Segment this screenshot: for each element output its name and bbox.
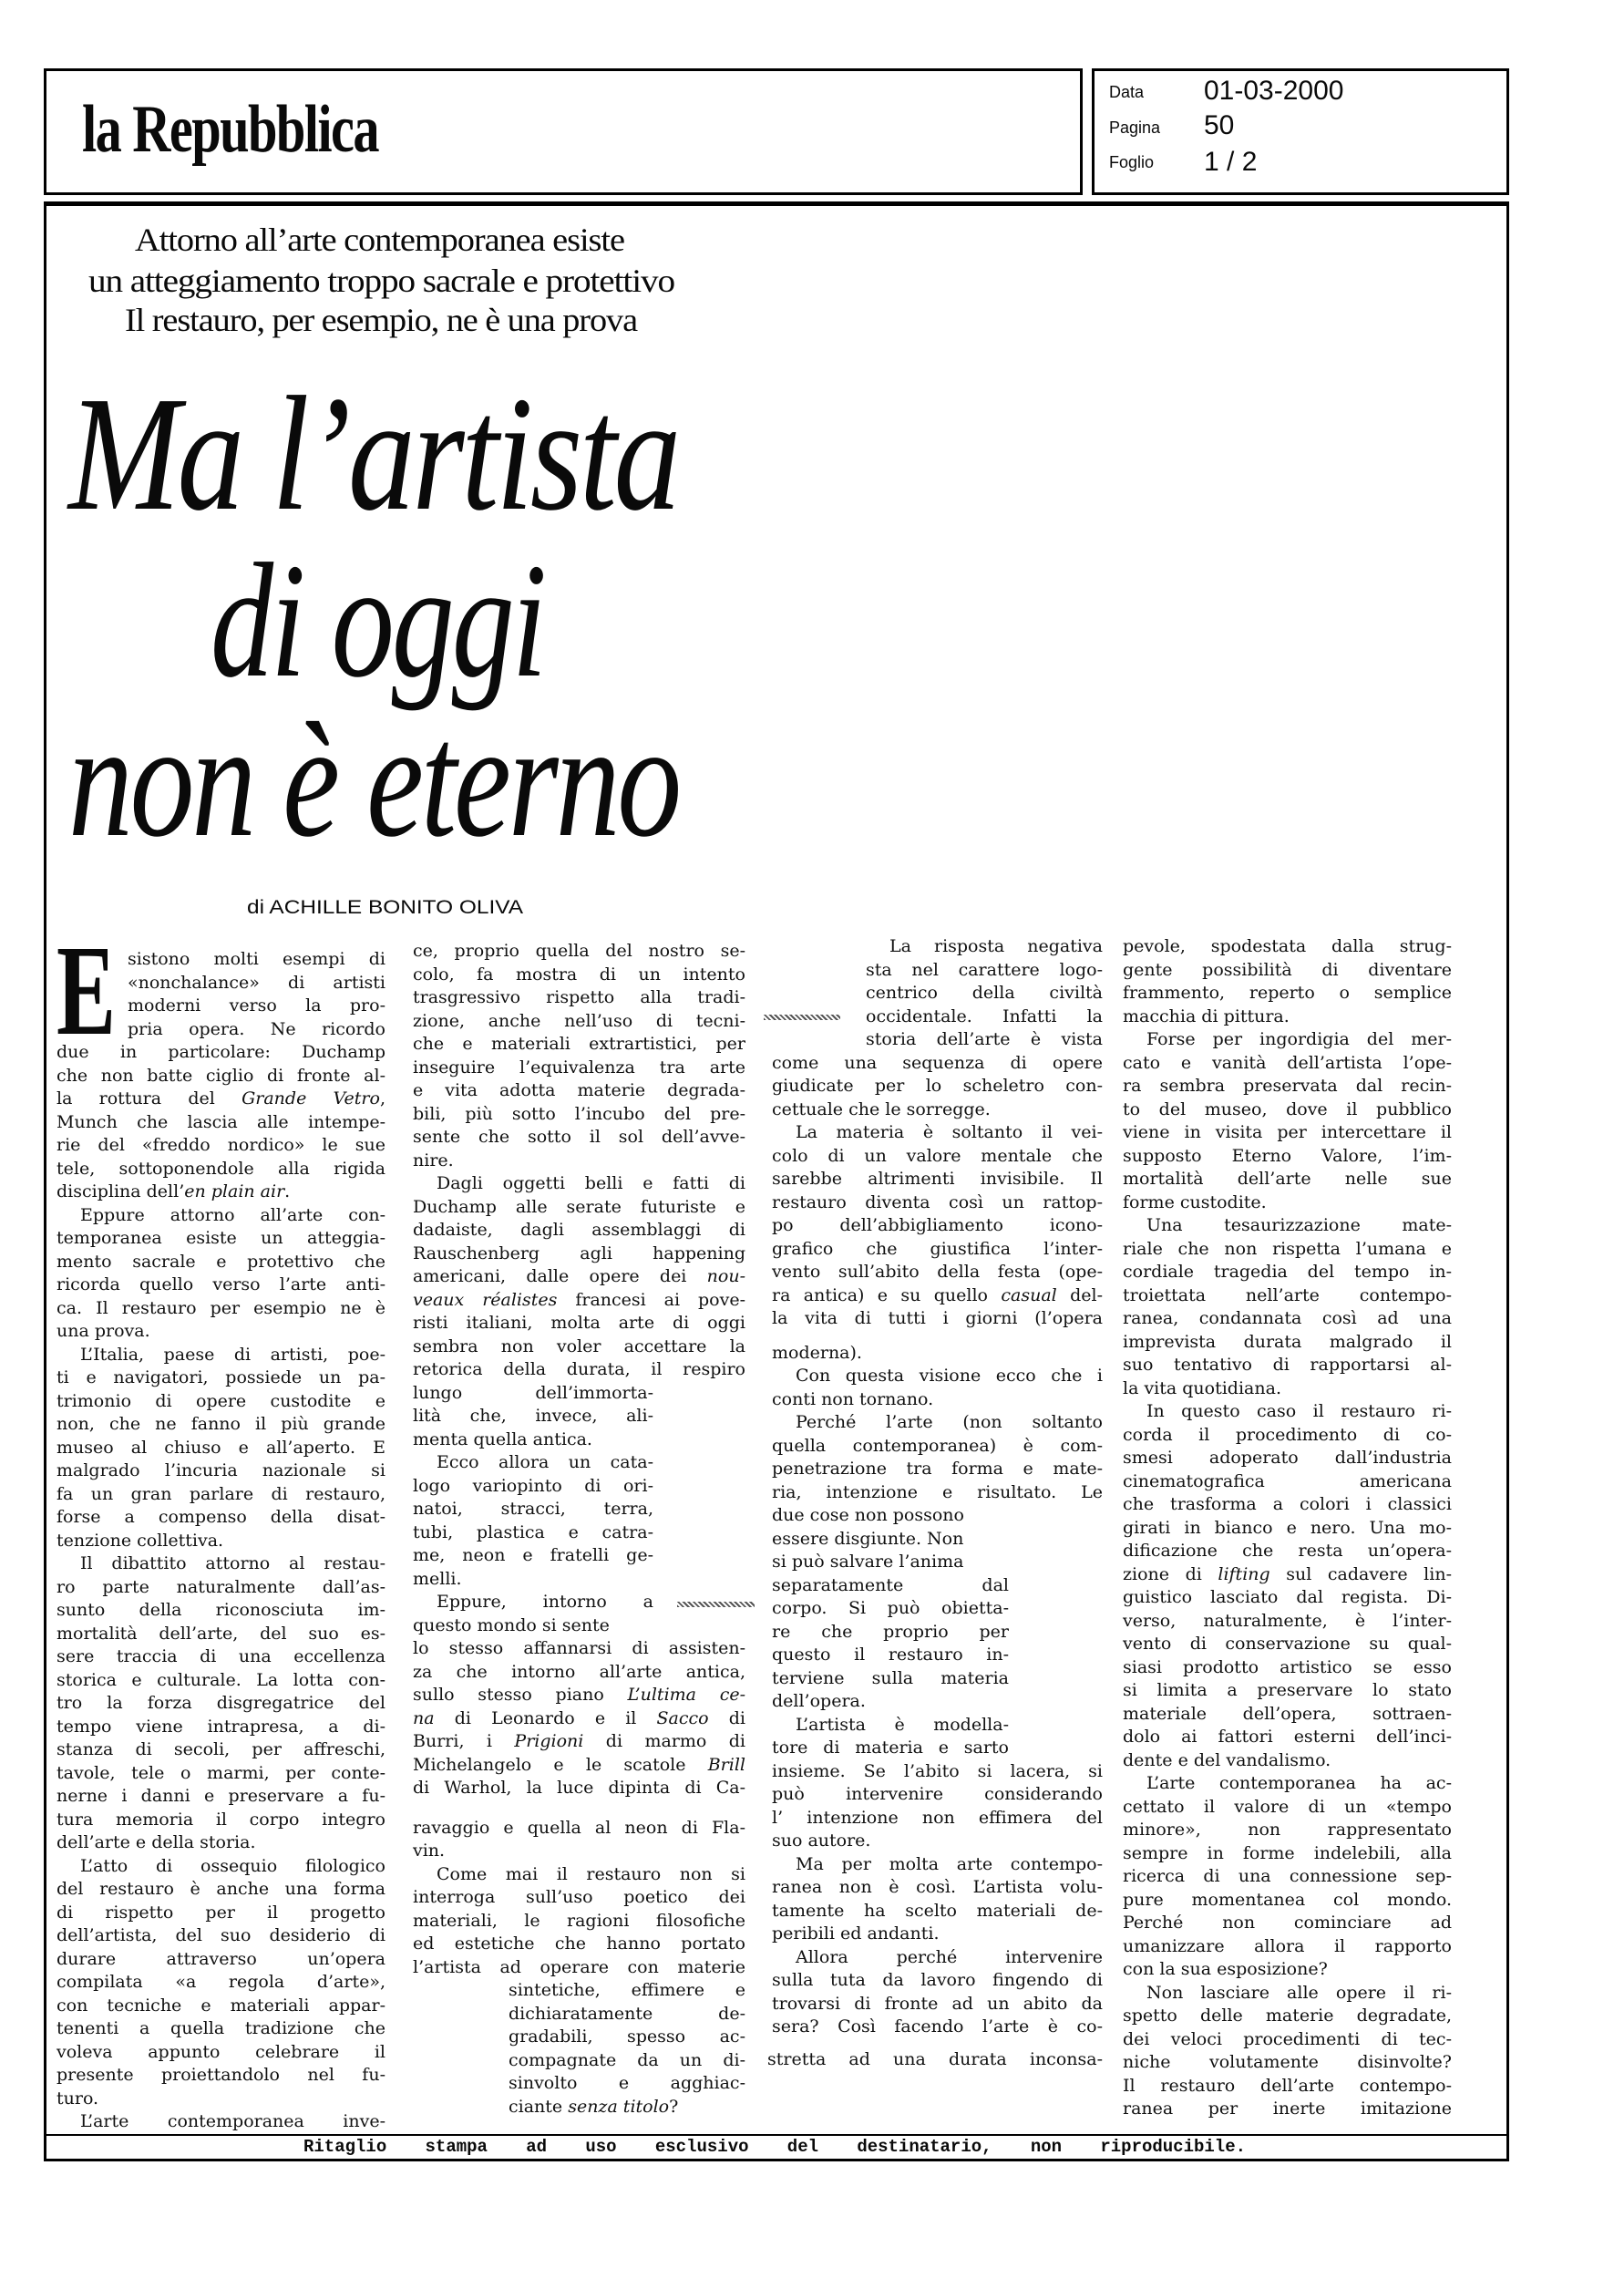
text-line: non, che ne fanno il più grande — [57, 1414, 385, 1434]
text-line: tamente ha scelto materiali de- — [772, 1900, 1103, 1921]
text-line: ti e navigatori, possiede un pa- — [57, 1367, 385, 1387]
text-line: na di Leonardo e il Sacco di — [413, 1707, 746, 1728]
text-line: lo stesso affannarsi di assisten- — [413, 1638, 745, 1658]
text-line: rie del «freddo nordico» le sue — [57, 1135, 385, 1155]
text-line: sembra non voler accettare la — [413, 1335, 745, 1356]
text-line: mortalità dell’arte, del suo es- — [57, 1623, 385, 1644]
text-line: l’artista ad operare con materie — [413, 1956, 745, 1977]
text-line: terviene sulla materia — [772, 1667, 1009, 1688]
text-line: tenzione collettiva. — [57, 1530, 224, 1551]
text-line: Una tesaurizzazione mate- — [1146, 1215, 1452, 1235]
text-line: lità che, invece, ali- — [413, 1406, 653, 1426]
text-line: l’ intenzione non effimera del — [772, 1807, 1103, 1828]
text-line: dell’arte e della storia. — [57, 1832, 256, 1852]
text-line: suo autore. — [772, 1830, 871, 1851]
text-line: che trasforma a colori i classici — [1123, 1494, 1452, 1514]
text-line: riale che non rispetta l’umana e — [1123, 1238, 1452, 1259]
text-line: la vita di tutti i giorni (l’opera — [772, 1308, 1103, 1328]
text-line: La materia è soltanto il vei- — [796, 1122, 1103, 1142]
text-line: Ma per molta arte contempo- — [796, 1853, 1103, 1874]
text-line: minore», non rappresentato — [1123, 1820, 1452, 1840]
text-line: malgrado l’incuria nazionale si — [57, 1460, 385, 1480]
text-line: Rauschenberg agli happening — [413, 1243, 745, 1263]
newspaper-logo: la Repubblica — [82, 92, 378, 167]
text-line: tele, sottoponendole alla rigida — [57, 1158, 385, 1179]
text-line: trimonio di opere custodite e — [57, 1390, 385, 1411]
text-line: cettuale che le sorregge. — [772, 1098, 991, 1119]
text-line: ricorda quello verso l’arte anti- — [57, 1274, 385, 1294]
text-line: re che proprio per — [772, 1621, 1009, 1642]
text-line: mortalità dell’arte nelle sue — [1123, 1169, 1452, 1189]
text-line: disciplina dell’en plain air. — [57, 1181, 291, 1201]
text-line: penetrazione tra forma e mate- — [772, 1459, 1103, 1479]
italic-text: Grande Vetro — [242, 1088, 380, 1109]
text-line: L’artista è modella- — [796, 1714, 1009, 1735]
text-line: ranea, condannata così ad una — [1123, 1308, 1452, 1328]
text-line: lungo dell’immorta- — [413, 1382, 653, 1403]
sheet-value: 1 / 2 — [1204, 147, 1258, 177]
text-line: turo. — [57, 2088, 99, 2109]
text-line: che e materiali extrartistici, per — [413, 1034, 745, 1054]
text-line: quella contemporanea) è com- — [772, 1435, 1103, 1456]
page-value: 50 — [1204, 110, 1235, 140]
text-line: umanizzare allora il rapporto — [1123, 1935, 1452, 1956]
text-line: forse a compenso della disat- — [57, 1507, 385, 1527]
text-line: Con questa visione ecco che i — [796, 1366, 1103, 1386]
text-line: pevole, spodestata dalla strug- — [1123, 936, 1452, 956]
text-line: sullo stesso piano L’ultima ce- — [413, 1685, 745, 1705]
text-line: ed estetiche che hanno portato — [413, 1934, 745, 1954]
text-line: menta quella antica. — [413, 1428, 592, 1449]
ornament-rule — [677, 1602, 755, 1607]
text-line: natoi, stracci, terra, — [413, 1499, 653, 1519]
text-line: e vita adotta materie degrada- — [413, 1080, 745, 1100]
text-line: L’atto di ossequio filologico — [80, 1855, 385, 1876]
text-line: pure momentanea col mondo. — [1123, 1889, 1452, 1910]
text-line: gente possibilità di diventare — [1123, 959, 1452, 980]
text-line: me, neon e fratelli ge- — [413, 1545, 653, 1565]
text-line: sempre in forme indelebili, alla — [1123, 1842, 1452, 1863]
text-line: Forse per ingordigia del mer- — [1146, 1029, 1452, 1049]
text-line: sere traccia di una eccellenza — [57, 1646, 385, 1666]
text-line: «nonchalance» di artisti — [128, 972, 385, 993]
text-line: cettato il valore di un «tempo — [1123, 1796, 1452, 1817]
text-line: peribili ed andanti. — [772, 1923, 940, 1944]
footer-notice: Ritaglio stampa ad uso esclusivo del destinatario, non riproducibile. — [303, 2137, 1246, 2157]
text-line: za che intorno all’arte antica, — [413, 1661, 745, 1682]
text-line: giudicate per lo scheletro con- — [772, 1076, 1103, 1096]
italic-text: lifting — [1218, 1563, 1270, 1584]
text-line: colo, fa mostra di un intento — [413, 964, 745, 985]
text-line: melli. — [413, 1568, 462, 1589]
italic-text: Prigioni — [514, 1731, 584, 1751]
text-line: restauro diventa così un rattop- — [772, 1191, 1103, 1212]
text-line: presente proiettandolo nel fu- — [57, 2065, 385, 2085]
text-line: forme custodite. — [1123, 1191, 1267, 1212]
date-label: Data — [1109, 83, 1145, 101]
text-line: vin. — [413, 1841, 446, 1861]
text-line: ce, proprio quella del nostro se- — [413, 941, 745, 961]
text-line: imprevista durata malgrado il — [1123, 1331, 1452, 1352]
italic-text: nou- — [706, 1266, 745, 1286]
text-line: colo di un valore mentale che — [772, 1145, 1103, 1166]
text-line: In questo caso il restauro ri- — [1146, 1401, 1452, 1421]
text-line: zione di lifting sul cadavere lin- — [1123, 1563, 1452, 1584]
text-line: tura memoria il corpo integro — [57, 1809, 385, 1830]
headline-line: di oggi — [211, 530, 544, 711]
text-line: ria, intenzione e risultato. Le — [772, 1481, 1103, 1502]
text-line: tenenti a quella tradizione che — [57, 2018, 385, 2038]
text-line: dolo ai fattori esterni dell’inci- — [1123, 1727, 1452, 1747]
text-line: verso, naturalmente, è l’inter- — [1123, 1610, 1452, 1631]
text-line: interroga sull’uso poetico dei — [413, 1887, 745, 1907]
text-line: macchia di pittura. — [1123, 1005, 1290, 1026]
text-line: ricerca di una connessione sep- — [1123, 1866, 1452, 1886]
text-line: risti italiani, molta arte di oggi — [413, 1313, 745, 1333]
text-line: niche volutamente disinvolte? — [1123, 2052, 1452, 2072]
italic-text: Sacco — [656, 1707, 709, 1728]
deck-line: Il restauro, per esempio, ne è una prova — [125, 302, 637, 338]
text-line: zione, anche nell’uso di tecni- — [413, 1010, 745, 1031]
text-line: Michelangelo e le scatole Brill — [413, 1754, 745, 1775]
page-label: Pagina — [1109, 119, 1161, 137]
text-line: sunto della riconosciuta im- — [57, 1600, 385, 1620]
text-line: sulla tuta da lavoro fingendo di — [772, 1970, 1103, 1990]
text-line: Perché non cominciare ad — [1123, 1913, 1452, 1933]
text-line: centrico della civiltà — [866, 983, 1103, 1003]
text-line: si limita a preservare lo stato — [1123, 1680, 1452, 1700]
text-line: to del museo, dove il pubblico — [1123, 1098, 1452, 1119]
text-line: Perché l’arte (non soltanto — [796, 1412, 1103, 1432]
text-line: nire. — [413, 1150, 454, 1170]
text-line: vento di conservazione su qual- — [1123, 1634, 1452, 1654]
italic-text: casual — [1001, 1284, 1057, 1305]
text-line: viene in visita per intercettare il — [1123, 1122, 1452, 1142]
text-line: sarebbe altrimenti invisibile. Il — [772, 1169, 1103, 1189]
text-line: storia dell’arte è vista — [866, 1029, 1103, 1049]
italic-text: Brill — [707, 1754, 745, 1775]
text-line: del restauro è anche una forma — [57, 1879, 385, 1899]
italic-text: L’ultima ce- — [627, 1685, 745, 1705]
text-line: tro la forza disgregatrice del — [57, 1693, 385, 1713]
text-line: corpo. Si può obietta- — [772, 1598, 1009, 1618]
text-line: dei veloci procedimenti di tec- — [1123, 2028, 1452, 2049]
text-line: smesi adoperato dall’industria — [1123, 1448, 1452, 1468]
text-line: materiali, le ragioni filosofiche — [413, 1910, 745, 1931]
text-line: nerne i danni e preservare a fu- — [57, 1786, 385, 1806]
text-line: retorica della durata, il respiro — [413, 1359, 745, 1379]
text-line: questo mondo si sente — [413, 1614, 610, 1635]
italic-text: en plain air — [184, 1181, 285, 1201]
footer-rule — [44, 2134, 1509, 2136]
text-line: vento sull’abito della festa (ope- — [772, 1262, 1103, 1282]
text-line: ra antica) e su quello casual del- — [772, 1284, 1104, 1305]
headline-line: non è eterno — [68, 689, 679, 871]
text-line: guistico lasciato dal regista. Di- — [1123, 1587, 1452, 1607]
deck-line: un atteggiamento troppo sacrale e protettivo — [88, 263, 674, 299]
text-line: ranea non è così. L’artista volu- — [772, 1877, 1103, 1897]
text-line: la vita quotidiana. — [1123, 1377, 1281, 1398]
text-line: tore di materia e sarto — [772, 1738, 1009, 1758]
text-line: moderna). — [772, 1342, 862, 1363]
text-line: sente che sotto il sol dell’avve- — [413, 1127, 745, 1147]
text-line: sta nel carattere logo- — [866, 959, 1103, 980]
text-line: durare attraverso un’opera — [57, 1948, 385, 1969]
text-line: spetto delle materie degradate, — [1123, 2006, 1452, 2026]
text-line: po dell’abbigliamento icono- — [772, 1215, 1103, 1235]
text-line: cinematografica americana — [1123, 1470, 1452, 1491]
headline-line: Ma l’artista — [68, 363, 678, 544]
text-line: di rispetto per il progetto — [57, 1902, 385, 1923]
text-line: insieme. Se l’abito si lacera, si — [772, 1760, 1103, 1781]
text-line: sistono molti esempi di — [128, 949, 385, 969]
text-line: inseguire l’equivalenza tra arte — [413, 1057, 745, 1078]
text-line: due in particolare: Duchamp — [57, 1042, 385, 1062]
text-line: americani, dalle opere dei nou- — [413, 1266, 745, 1286]
text-line: frammento, reperto o semplice — [1123, 983, 1452, 1003]
text-line: Dagli oggetti belli e fatti di — [437, 1173, 745, 1193]
text-line: come una sequenza di opere — [772, 1052, 1103, 1073]
text-line: stretta ad una durata inconsa- — [767, 2048, 1103, 2069]
text-line: dadaiste, dagli assemblaggi di — [413, 1220, 745, 1240]
italic-text: senza titolo — [568, 2096, 670, 2117]
text-line: corda il procedimento di co- — [1123, 1424, 1452, 1445]
text-line: gradabili, spesso ac- — [509, 2026, 745, 2047]
deck-line: Attorno all’arte contemporanea esiste — [135, 222, 624, 258]
text-line: Burri, i Prigioni di marmo di — [413, 1731, 746, 1751]
text-line: temporanea esiste un atteggia- — [57, 1228, 385, 1248]
text-line: storica e culturale. La lotta con- — [57, 1669, 385, 1690]
text-line: di Warhol, la luce dipinta di Ca- — [413, 1778, 745, 1798]
text-line: L’Italia, paese di artisti, poe- — [80, 1344, 385, 1365]
text-line: troiettata nell’arte contempo- — [1123, 1284, 1452, 1305]
text-line: girati in bianco e nero. Una mo- — [1123, 1517, 1452, 1538]
text-line: questo il restauro in- — [772, 1645, 1009, 1665]
text-line: la rottura del Grande Vetro, — [57, 1088, 385, 1109]
text-line: con la sua esposizione? — [1123, 1959, 1328, 1979]
text-line: con tecniche e materiali appar- — [57, 1995, 385, 2016]
text-line: che non batte ciglio di fronte al- — [57, 1065, 385, 1086]
text-line: due cose non possono — [772, 1505, 964, 1525]
text-line: Ecco allora un cata- — [437, 1452, 653, 1472]
text-line: veaux réalistes francesi ai pove- — [413, 1289, 745, 1310]
text-line: suo tentativo di rapportarsi al- — [1123, 1355, 1452, 1375]
italic-text: veaux réalistes — [413, 1289, 558, 1310]
text-line: trasgressivo rispetto alla tradi- — [413, 987, 745, 1007]
text-line: L’arte contemporanea ha ac- — [1146, 1773, 1452, 1793]
text-line: occidentale. Infatti la — [866, 1005, 1103, 1026]
text-line: separatamente dal — [772, 1574, 1009, 1595]
italic-text: na — [413, 1707, 435, 1728]
text-line: fa un gran parlare di restauro, — [57, 1483, 385, 1504]
text-line: moderni verso la pro- — [128, 995, 385, 1016]
text-line: si può salvare l’anima — [772, 1552, 964, 1572]
text-line: logo variopinto di ori- — [413, 1475, 653, 1496]
text-line: supposto Eterno Valore, l’im- — [1123, 1145, 1452, 1166]
text-line: L’arte contemporanea inve- — [80, 2111, 385, 2131]
text-line: Allora perché intervenire — [796, 1946, 1103, 1967]
text-line: pria opera. Ne ricordo — [128, 1018, 385, 1039]
text-line: materiale dell’opera, sottraen- — [1123, 1703, 1452, 1724]
text-line: dente e del vandalismo. — [1123, 1749, 1331, 1770]
text-line: mento sacrale e protettivo che — [57, 1251, 385, 1272]
text-line: Eppure attorno all’arte con- — [80, 1204, 385, 1225]
text-line: Duchamp alle serate futuriste e — [413, 1196, 745, 1217]
text-line: Il restauro dell’arte contempo- — [1123, 2075, 1452, 2096]
text-line: dell’opera. — [772, 1691, 866, 1711]
text-line: ca. Il restauro per esempio ne è — [57, 1297, 385, 1318]
text-line: sinvolto e agghiac- — [509, 2073, 745, 2093]
text-line: ranea per inerte imitazione — [1123, 2099, 1452, 2119]
text-line: può intervenire considerando — [772, 1784, 1103, 1804]
text-line: voleva appunto celebrare il — [57, 2041, 385, 2062]
text-line: grafico che giustifica l’inter- — [772, 1238, 1103, 1259]
text-line: Il dibattito attorno al restau- — [80, 1553, 385, 1573]
text-line: bili, più sotto l’incubo del pre- — [413, 1103, 745, 1124]
text-line: Munch che lascia alle intempe- — [57, 1111, 385, 1132]
text-line: museo al chiuso e all’aperto. E — [57, 1437, 385, 1458]
text-line: ra sembra preservata dal recin- — [1123, 1076, 1452, 1096]
text-line: La risposta negativa — [889, 936, 1103, 956]
text-line: dificazione che resta un’opera- — [1123, 1541, 1452, 1561]
byline: di ACHILLE BONITO OLIVA — [247, 897, 523, 918]
text-line: cordiale tragedia del tempo in- — [1123, 1262, 1452, 1282]
text-line: tempo viene intrapresa, a di- — [57, 1716, 385, 1737]
text-line: ro parte naturalmente dall’as- — [57, 1576, 385, 1597]
text-line: cato e vanità dell’artista l’ope- — [1123, 1052, 1452, 1073]
text-line: dichiaratamente de- — [509, 2003, 745, 2024]
sheet-label: Foglio — [1109, 153, 1155, 171]
drop-cap: E — [57, 918, 116, 1062]
text-line: Non lasciare alle opere il ri- — [1146, 1982, 1452, 2003]
text-line: dell’artista, del suo desiderio di — [57, 1925, 385, 1945]
text-line: siasi prodotto artistico se esso — [1123, 1656, 1452, 1677]
ornament-rule — [764, 1015, 840, 1020]
text-line: tavole, tele o marmi, per conte- — [57, 1762, 385, 1783]
text-line: sera? Così facendo l’arte è co- — [772, 2016, 1103, 2037]
text-line: essere disgiunte. Non — [772, 1528, 964, 1549]
text-line: tubi, plastica e catra- — [413, 1521, 653, 1542]
text-line: stanza di secoli, per affreschi, — [57, 1739, 385, 1759]
text-line: ravaggio e quella al neon di Fla- — [413, 1817, 745, 1838]
text-line: Come mai il restauro non si — [437, 1863, 745, 1884]
text-line: Eppure, intorno a — [437, 1592, 653, 1612]
text-line: compilata «a regola d’arte», — [57, 1972, 385, 1992]
text-line: compagnate da un di- — [509, 2049, 745, 2070]
text-line: ciante senza titolo? — [509, 2096, 679, 2117]
text-line: conti non tornano. — [772, 1388, 934, 1409]
text-line: sintetiche, effimere e — [509, 1980, 745, 2000]
text-line: una prova. — [57, 1321, 150, 1341]
text-line: trovarsi di fronte ad un abito da — [772, 1993, 1103, 2014]
date-value: 01-03-2000 — [1204, 76, 1344, 106]
